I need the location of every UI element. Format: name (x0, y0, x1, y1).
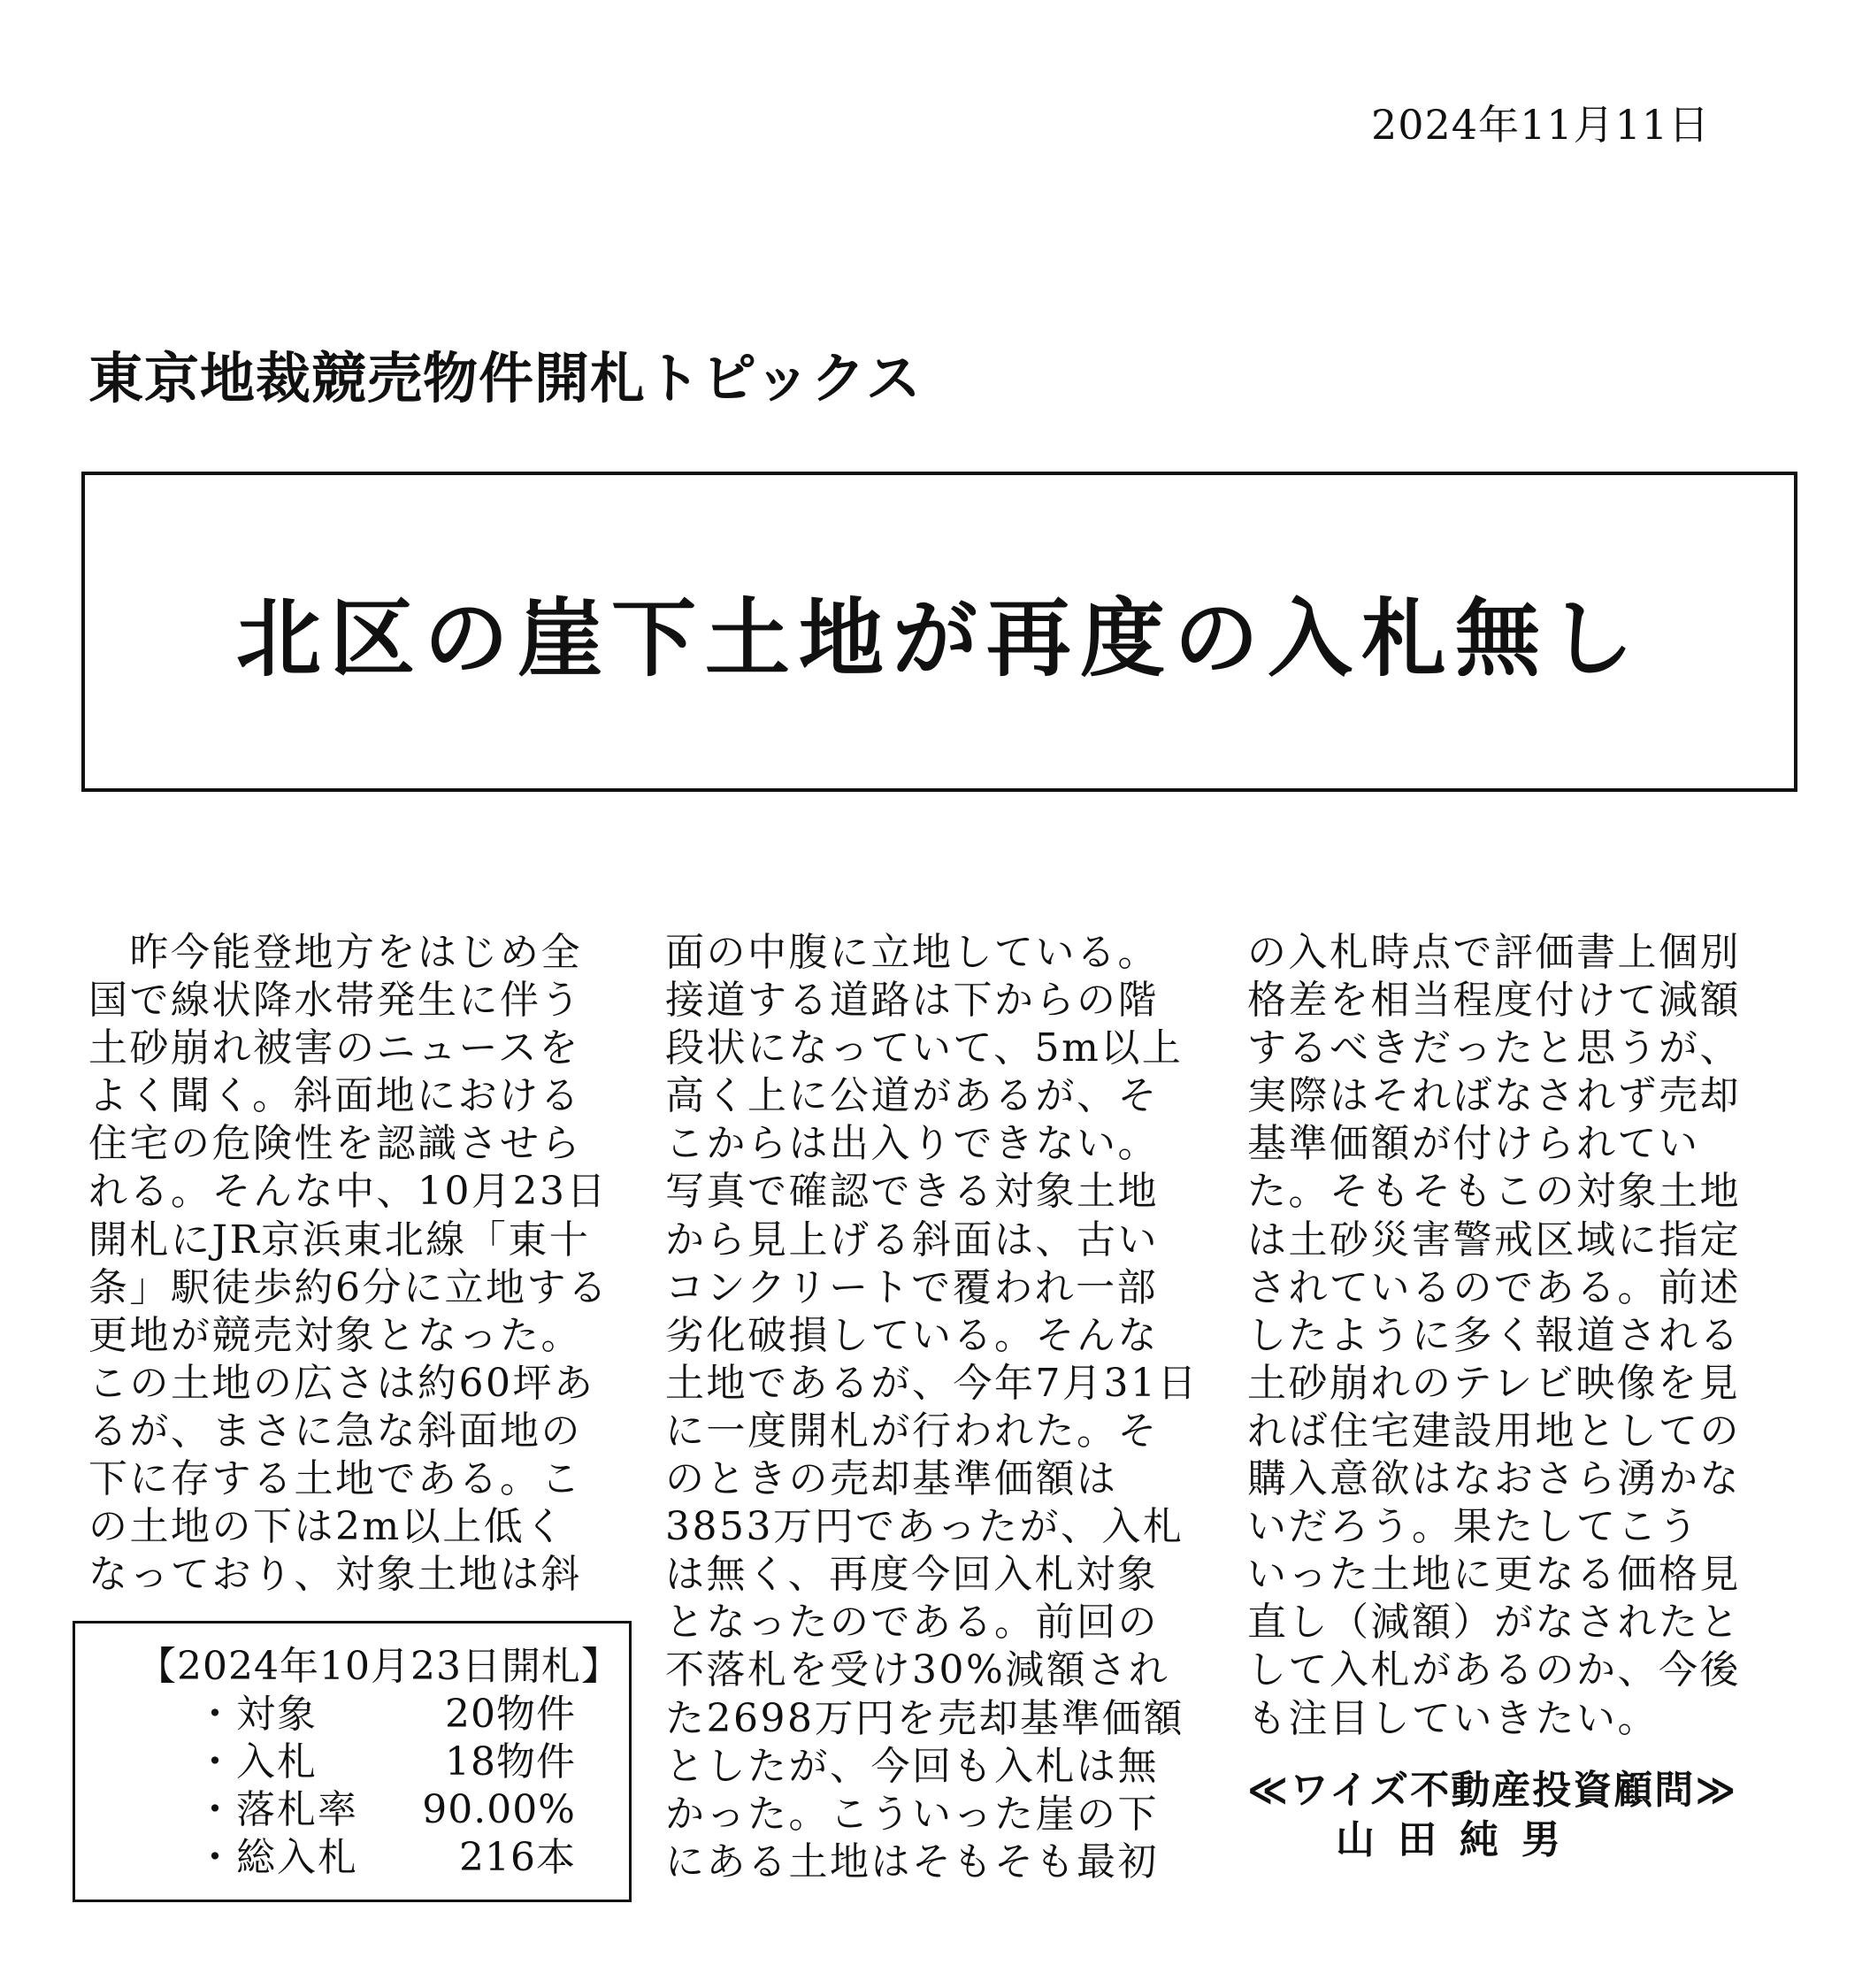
stat-row (75, 1691, 629, 1739)
text-line: かった。こういった崖の下 (665, 1791, 1159, 1837)
text-line: したように多く報道される (1247, 1312, 1741, 1358)
text-line: た2698万円を売却基準価額 (665, 1695, 1184, 1741)
text-line: されているのである。前述 (1247, 1264, 1741, 1310)
stat-label: ・落札率 (195, 1787, 358, 1832)
signature (1247, 1766, 1737, 1865)
stat-label: ・総入札 (195, 1835, 358, 1880)
text-line: としたが、今回も入札は無 (665, 1743, 1159, 1789)
text-line: は土砂災害警戒区域に指定 (1247, 1217, 1741, 1263)
stat-value: 20物件 (445, 1692, 576, 1737)
text-line: から見上げる斜面は、古い (665, 1217, 1159, 1263)
stat-row (75, 1739, 629, 1786)
text-line: のときの売却基準価額は (665, 1456, 1118, 1502)
text-line: となったのである。前回の (665, 1600, 1159, 1646)
text-line: なっており、対象土地は斜 (88, 1552, 582, 1598)
text-line: 直し（減額）がなされたと (1247, 1600, 1741, 1646)
stat-value: 216本 (459, 1835, 576, 1880)
text-line: れば住宅建設用地としての (1247, 1408, 1741, 1454)
text-line: 更地が競売対象となった。 (88, 1312, 582, 1358)
text-line: の土地の下は2m以上低く (88, 1504, 566, 1550)
stat-value: 90.00% (422, 1787, 576, 1832)
stat-row (75, 1834, 629, 1882)
stat-label: ・入札 (195, 1739, 318, 1785)
article-column-1 (88, 929, 619, 1599)
text-line: 下に存する土地である。こ (88, 1456, 582, 1502)
text-line: 購入意欲はなおさら湧かな (1247, 1456, 1741, 1502)
section-title: 東京地裁競売物件開札トピックス (88, 346, 922, 411)
text-line: 昨今能登地方をはじめ全 (88, 930, 582, 975)
stat-value: 18物件 (445, 1739, 576, 1785)
stats-title: 【2024年10月23日開札】 (137, 1644, 621, 1689)
signature-organization: ≪ワイズ不動産投資顧問≫ (1247, 1768, 1738, 1813)
text-line: 住宅の危険性を認識させら (88, 1121, 582, 1167)
text-line: 実際はそればなされず売却 (1247, 1073, 1741, 1119)
text-line: この土地の広さは約60坪あ (88, 1360, 595, 1406)
text-line: 3853万円であったが、入札 (665, 1504, 1184, 1550)
text-line: るが、まさに急な斜面地の (88, 1408, 582, 1454)
text-line: よく聞く。斜面地における (88, 1073, 582, 1119)
headline: 北区の崖下土地が再度の入札無し (236, 588, 1643, 688)
text-line: するべきだったと思うが、 (1247, 1025, 1741, 1071)
text-line: コンクリートで覆われ一部 (665, 1264, 1159, 1310)
text-line: にある土地はそもそも最初 (665, 1838, 1159, 1884)
text-line: も注目していきたい。 (1247, 1695, 1659, 1741)
text-line: 高く上に公道があるが、そ (665, 1073, 1159, 1119)
auction-stats-box (73, 1621, 632, 1902)
text-line: た。そもそもこの対象土地 (1247, 1169, 1741, 1215)
headline-box (81, 472, 1797, 792)
text-line: 土砂崩れ被害のニュースを (88, 1025, 580, 1071)
text-line: 国で線状降水帯発生に伴う (88, 978, 582, 1024)
article-column-3 (1247, 929, 1778, 1743)
text-line: 基準価額が付けられてい (1247, 1121, 1700, 1167)
text-line: 段状になっていて、5m以上 (665, 1025, 1184, 1071)
text-line: 写真で確認できる対象土地 (665, 1169, 1159, 1215)
text-line: 条」駅徒歩約6分に立地する (88, 1264, 609, 1310)
text-line: 劣化破損している。そんな (665, 1312, 1159, 1358)
text-line: いった土地に更なる価格見 (1247, 1552, 1741, 1598)
text-line: 開札にJR京浜東北線「東十 (88, 1217, 591, 1263)
text-line: いだろう。果たしてこう (1247, 1504, 1700, 1550)
text-line: 面の中腹に立地している。 (665, 930, 1159, 975)
text-line: 接道する道路は下からの階 (665, 978, 1159, 1024)
stat-label: ・対象 (195, 1692, 318, 1737)
text-line: は無く、再度今回入札対象 (665, 1552, 1159, 1598)
stat-row (75, 1786, 629, 1834)
text-line: こからは出入りできない。 (665, 1121, 1159, 1167)
text-line: 土地であるが、今年7月31日 (665, 1360, 1199, 1406)
signature-author: 山田純男 (1336, 1817, 1583, 1862)
text-line: に一度開札が行われた。そ (665, 1408, 1159, 1454)
text-line: 格差を相当程度付けて減額 (1247, 978, 1741, 1024)
article-column-2 (665, 929, 1199, 1886)
text-line: 土砂崩れのテレビ映像を見 (1247, 1360, 1741, 1406)
text-line: 不落札を受け30%減額され (665, 1647, 1170, 1693)
article-date: 2024年11月11日 (1371, 101, 1711, 149)
text-line: の入札時点で評価書上個別 (1247, 930, 1741, 975)
text-line: して入札があるのか、今後 (1247, 1647, 1741, 1693)
text-line: れる。そんな中、10月23日 (88, 1169, 608, 1215)
